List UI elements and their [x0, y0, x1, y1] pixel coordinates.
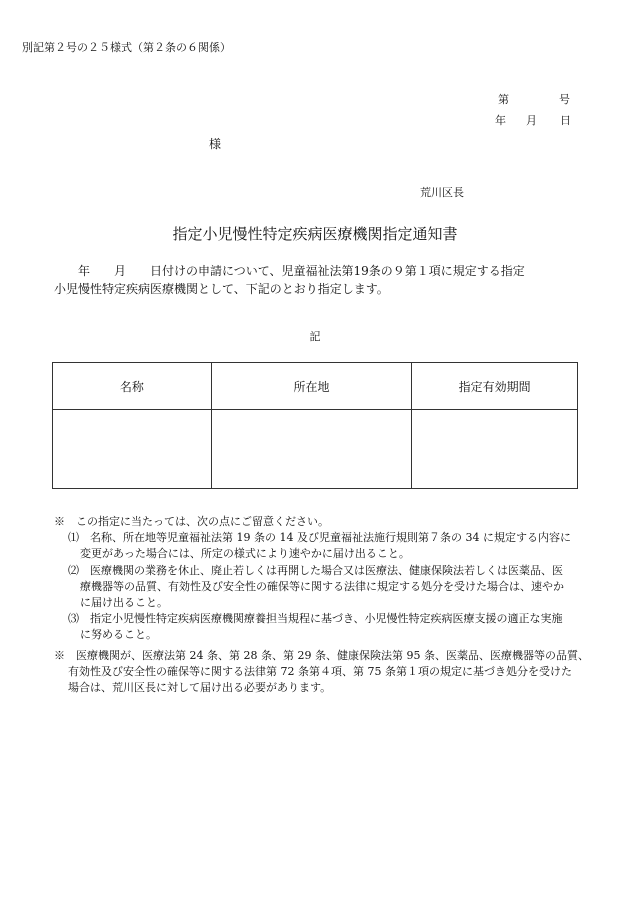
body-line-2: 小児慢性特定疾病医療機関として、下記のとおり指定します。 — [54, 282, 389, 296]
note2-line-3: 場合は、荒川区長に対して届け出る必要があります。 — [68, 681, 332, 695]
note2-line-2: 有効性及び安全性の確保等に関する法律第 72 条第４項、第 75 条第１項の規定に基づき処分を受けた — [68, 665, 572, 679]
date-day: 日 — [560, 114, 571, 127]
cell-name — [53, 410, 212, 489]
notes-section — [54, 514, 600, 644]
date-year: 年 — [495, 114, 506, 127]
table-row — [53, 410, 578, 489]
header-address: 所在地 — [211, 363, 412, 410]
date-month: 月 — [526, 114, 537, 127]
medical-institution-note — [54, 648, 600, 697]
notes-intro: ※ この指定に当たっては、次の点にご留意ください。 — [54, 515, 329, 528]
note-item-2-line-2: 療機器等の品質、有効性及び安全性の確保等に関する法律に規定する処分を受けた場合は、速やか — [80, 579, 564, 593]
body-line-1: 年 月 日付けの申請について、児童福祉法第19条の９第１項に規定する指定 — [54, 264, 525, 278]
addressee-honorific: 様 — [209, 137, 222, 151]
designation-table — [52, 362, 578, 489]
ki-heading: 記 — [309, 330, 321, 343]
note-item-2-line-1: ⑵ 医療機関の業務を休止、廃止若しくは再開した場合又は医療法、健康保険法若しくは医薬品、医 — [68, 563, 563, 577]
note-item-3-line-1: ⑶ 指定小児慢性特定疾病医療機関療養担当規程に基づき、小児慢性特定疾病医療支援の適正な実施 — [68, 612, 563, 626]
body-paragraph — [54, 262, 584, 298]
header-validity-period: 指定有効期間 — [412, 363, 578, 410]
number-suffix: 号 — [559, 93, 570, 106]
note2-line-1: ※ 医療機関が、医療法第 24 条、第 28 条、第 29 条、健康保険法第 95 条、医薬品、医療機器等の品質、 — [54, 649, 589, 662]
cell-validity-period — [412, 410, 578, 489]
cell-address — [211, 410, 412, 489]
note-item-1-line-2: 変更があった場合には、所定の様式により速やかに届け出ること。 — [80, 547, 410, 561]
issuer: 荒川区長 — [420, 186, 464, 199]
note-item-3-line-2: に努めること。 — [80, 628, 157, 642]
document-title: 指定小児慢性特定疾病医療機関指定通知書 — [172, 225, 458, 243]
number-prefix: 第 — [498, 93, 509, 106]
header-name: 名称 — [53, 363, 212, 410]
form-label: 別記第２号の２５様式（第２条の６関係） — [22, 41, 231, 54]
note-item-2-line-3: に届け出ること。 — [80, 596, 168, 610]
table-header-row — [53, 363, 578, 410]
note-item-1-line-1: ⑴ 名称、所在地等児童福祉法第 19 条の 14 及び児童福祉法施行規則第７条の 34 に規定する内容に — [68, 531, 571, 545]
